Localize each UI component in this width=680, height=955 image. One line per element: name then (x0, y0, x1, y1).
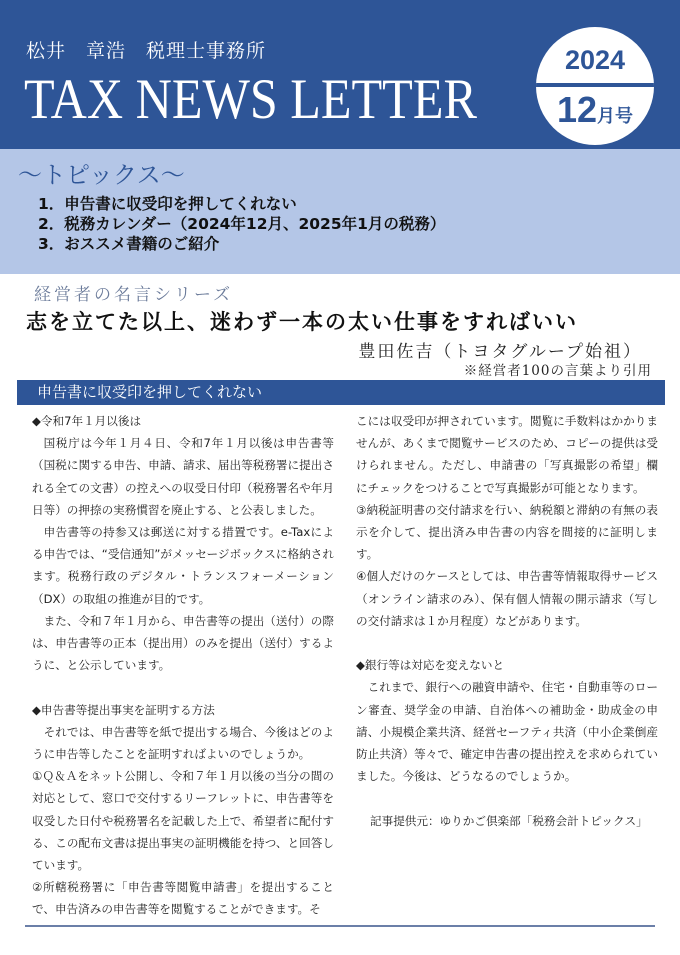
topics-title: ～トピックス～ (18, 161, 185, 189)
article-paragraph: それでは、申告書等を紙で提出する場合、今後はどのように申告等したことを証明すればよいのでしょうか。 (32, 724, 334, 762)
newsletter-title: TAX NEWS LETTER (24, 68, 477, 131)
article-left-column (32, 410, 334, 921)
article-paragraph: ①Ｑ＆Ａをネット公開し、令和７年１月以後の当分の間の対応として、窓口で交付するリーフレットに、申告書等を収受した日付や税務署名を記載した上で、希望者に配付する、この配布文書は提出事実の証明機能を持つ、と回答しています。 (32, 769, 334, 873)
masthead-header (0, 0, 680, 149)
topic-item: 3．おススメ書籍のご紹介 (38, 235, 220, 253)
quote-series-label: 経営者の名言シリーズ (34, 285, 234, 305)
footer-divider (25, 925, 655, 927)
issue-divider (536, 83, 654, 87)
topic-item: 2．税務カレンダー（2024年12月、2025年1月の税務） (38, 215, 446, 233)
topics-list (38, 194, 445, 254)
quote-source: ※経営者100の言葉より引用 (463, 363, 652, 379)
paragraph-gap (356, 787, 658, 809)
article-paragraph: ③納税証明書の交付請求を行い、納税額と滞納の有無の表示を介して、提出済み申告書の内容を間接的に証明します。 (356, 502, 658, 562)
issue-month-number: 12 (556, 89, 598, 130)
article-paragraph: こには収受印が押されています。閲覧に手数料はかかりませんが、あくまで閲覧サービスのため、コピーの提供は受けられません。ただし、申請書の「写真撮影の希望」欄にチェックをつけることで写真撮影が可能となります。 (356, 414, 658, 495)
quote-text: 志を立てた以上、迷わず一本の太い仕事をすればいい (26, 309, 578, 334)
article-title-bar: 申告書に収受印を押してくれない (17, 380, 665, 405)
quote-author: 豊田佐吉（トヨタグループ始祖） (358, 342, 642, 362)
article-paragraph: ②所轄税務署に「申告書等閲覧申請書」を提出することで、申告済みの申告書等を閲覧することができます。そ (32, 880, 334, 917)
article-subheading: ◆銀行等は対応を変えないと (356, 658, 505, 673)
paragraph-gap (356, 632, 658, 654)
article-right-column (356, 410, 658, 832)
office-name: 松井 章浩 税理士事務所 (26, 40, 267, 62)
article-paragraph: 申告書等の持参又は郵送に対する措置です。e-Taxによる申告では、“受信通知”がメッセージボックスに格納されます。税務行政のデジタル・トランスフォーメーション（DX）の取組の推進が目的です。 (32, 525, 334, 606)
article-subheading: ◆令和7年１月以後は (32, 414, 142, 428)
article-credit: 記事提供元：ゆりかご倶楽部「税務会計トピックス」 (370, 813, 648, 828)
article-paragraph: 国税庁は今年１月４日、令和7年１月以後は申告書等（国税に関する申告、申請、請求、届出等税務署に提出される全ての文書）の控えへの収受日付印（税務署名や年月日等）の押捺の実務慣習を廃止する、と公表しました。 (32, 436, 334, 517)
article-paragraph: また、令和７年１月から、申告書等の提出（送付）の際は、申告書等の正本（提出用）のみを提出（送付）するように、と公示しています。 (32, 613, 334, 673)
topics-band (0, 149, 680, 274)
issue-month (536, 89, 654, 131)
issue-month-suffix: 月号 (597, 106, 634, 126)
issue-badge (536, 27, 654, 145)
article-paragraph: これまで、銀行への融資申請や、住宅・自動車等のローン審査、奨学金の申請、自治体への補助金・助成金の申請、小規模企業共済、経営セーフティ共済（中小企業倒産防止共済）等々で、確定申告書の提出控えを求められていました。今後は、どうなるのでしょうか。 (356, 680, 658, 784)
article-subheading: ◆申告書等提出事実を証明する方法 (32, 702, 215, 717)
issue-year: 2024 (564, 45, 626, 75)
paragraph-gap (32, 676, 334, 698)
topic-item: 1．申告書に収受印を押してくれない (38, 195, 297, 213)
article-paragraph: ④個人だけのケースとしては、申告書等情報取得サービス（オンライン請求のみ）、保有個人情報の開示請求（写しの交付請求は１か月程度）などがあります。 (356, 569, 658, 628)
